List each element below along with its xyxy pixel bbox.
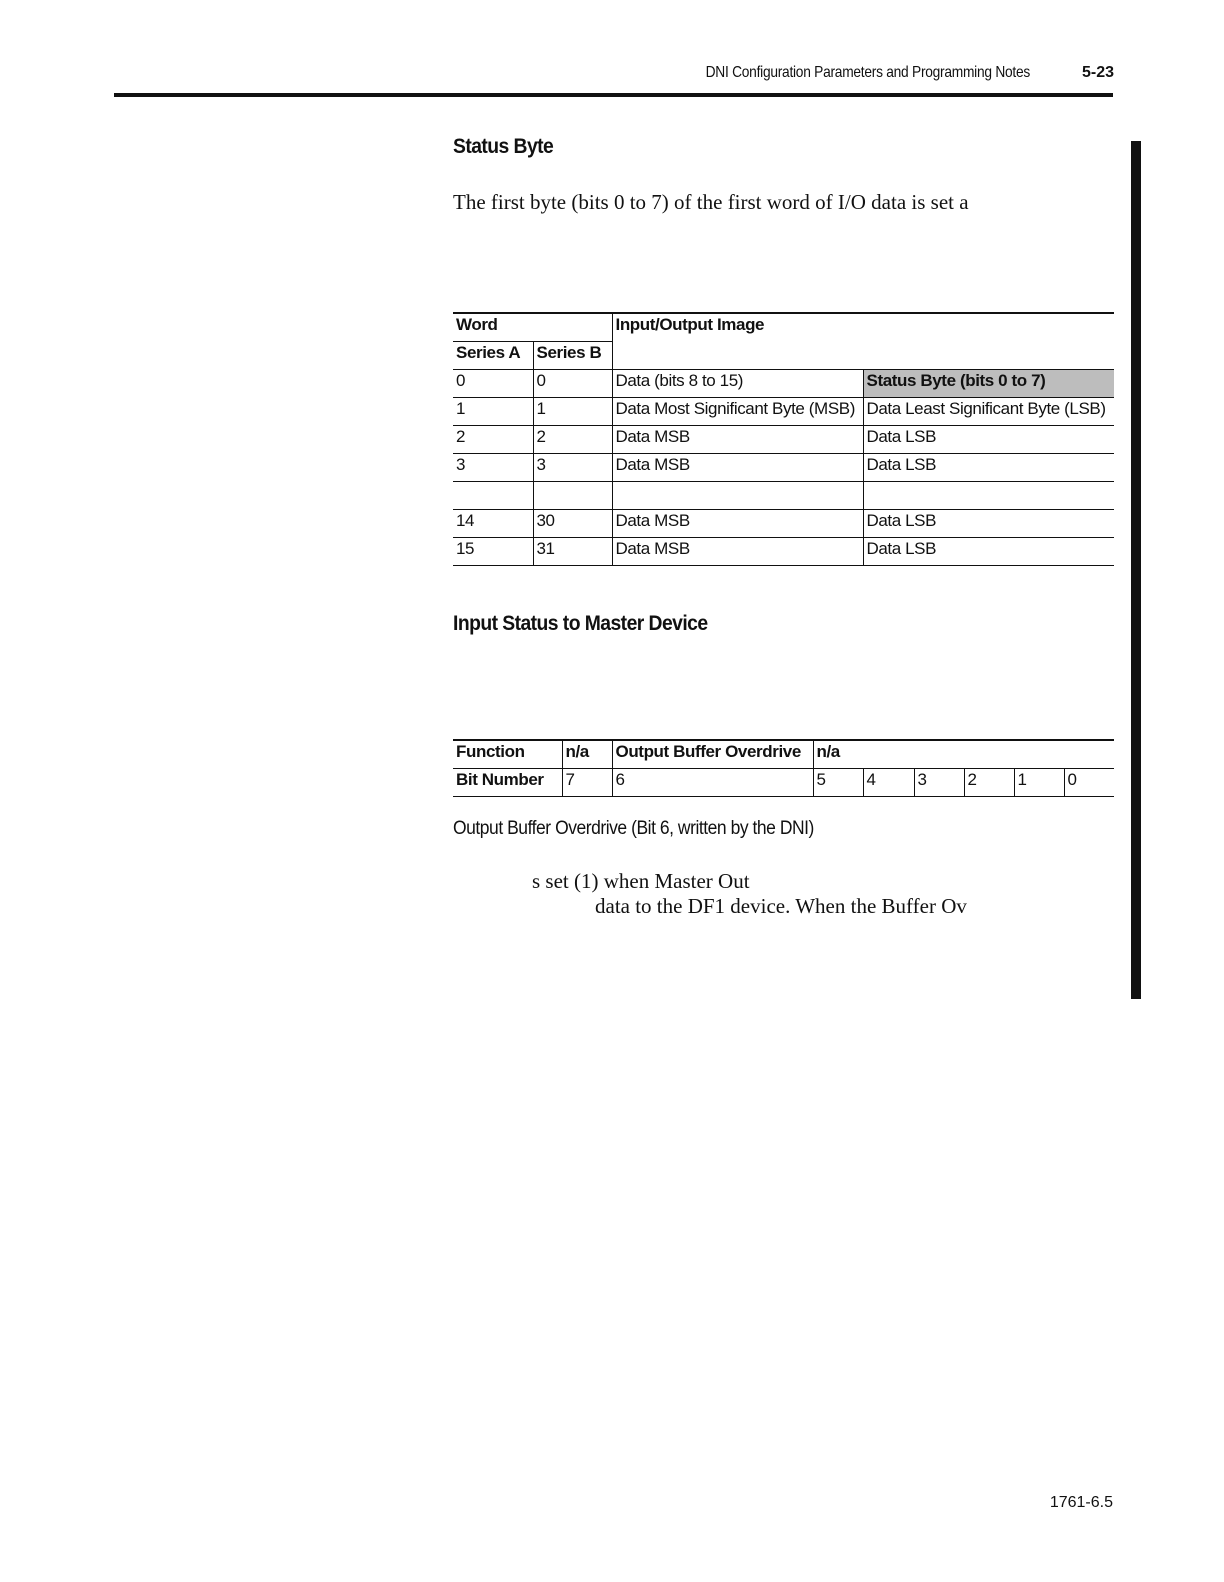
status-byte-paragraph: The first byte (bits 0 to 7) of the first word of I/O data is set a (453, 190, 969, 214)
page-number: 5-23 (1081, 64, 1114, 81)
table-row (453, 482, 1114, 510)
document-number: 1761-6.5 (1049, 1494, 1113, 1511)
section-heading-status-byte: Status Byte (453, 135, 554, 158)
series-b-cell: 0 (533, 370, 612, 398)
bit-cell: 5 (813, 769, 863, 797)
overdrive-caption: Output Buffer Overdrive (Bit 6, written by the DNI) (453, 818, 814, 839)
io-image-header: Input/Output Image (612, 313, 1114, 342)
series-a-cell: 15 (453, 538, 533, 566)
lsb-cell: Data LSB (863, 538, 1114, 566)
bit-number-label: Bit Number (453, 769, 562, 797)
table-row (453, 426, 1114, 454)
series-b-cell: 2 (533, 426, 612, 454)
series-a-cell: 3 (453, 454, 533, 482)
series-b-cell: 31 (533, 538, 612, 566)
lsb-cell (863, 482, 1114, 510)
function-bit7: n/a (562, 740, 612, 769)
series-a-header: Series A (453, 342, 533, 370)
bit-number-row (453, 769, 1114, 797)
lsb-cell: Data LSB (863, 510, 1114, 538)
series-a-cell: 2 (453, 426, 533, 454)
header-rule (114, 93, 1113, 97)
table-row (453, 370, 1114, 398)
lsb-cell: Data LSB (863, 454, 1114, 482)
overdrive-text-line-1: s set (1) when Master Out (532, 869, 750, 893)
bit-cell: 6 (612, 769, 813, 797)
function-bit6: Output Buffer Overdrive (612, 740, 813, 769)
bit-cell: 3 (914, 769, 964, 797)
series-a-cell (453, 482, 533, 510)
bit-cell: 0 (1064, 769, 1114, 797)
series-a-cell: 1 (453, 398, 533, 426)
bit-cell: 4 (863, 769, 914, 797)
lsb-cell: Data Least Significant Byte (LSB) (863, 398, 1114, 426)
lsb-cell: Data LSB (863, 426, 1114, 454)
series-b-cell: 1 (533, 398, 612, 426)
function-label: Function (453, 740, 562, 769)
msb-cell: Data MSB (612, 454, 863, 482)
io-image-header-spacer (612, 342, 1114, 370)
table-row (453, 454, 1114, 482)
status-byte-cell: Status Byte (bits 0 to 7) (863, 370, 1114, 398)
bit-cell: 1 (1014, 769, 1064, 797)
bit-cell: 7 (562, 769, 612, 797)
bit-cell: 2 (964, 769, 1014, 797)
io-image-table (453, 312, 1114, 566)
msb-cell: Data MSB (612, 538, 863, 566)
table-row (453, 538, 1114, 566)
series-a-cell: 14 (453, 510, 533, 538)
series-b-cell: 30 (533, 510, 612, 538)
function-row (453, 740, 1114, 769)
table-row (453, 510, 1114, 538)
msb-cell: Data MSB (612, 510, 863, 538)
msb-cell: Data (bits 8 to 15) (612, 370, 863, 398)
word-header: Word (453, 313, 612, 342)
running-header-title: DNI Configuration Parameters and Programming Notes (705, 64, 1030, 81)
series-a-cell: 0 (453, 370, 533, 398)
msb-cell (612, 482, 863, 510)
overdrive-text-line-2: data to the DF1 device. When the Buffer Ov (595, 894, 967, 918)
section-heading-input-status: Input Status to Master Device (453, 612, 708, 635)
msb-cell: Data MSB (612, 426, 863, 454)
series-b-cell (533, 482, 612, 510)
bit-table (453, 739, 1114, 797)
change-bar (1131, 141, 1141, 999)
msb-cell: Data Most Significant Byte (MSB) (612, 398, 863, 426)
table-row (453, 398, 1114, 426)
series-b-header: Series B (533, 342, 612, 370)
function-bits-5-0: n/a (813, 740, 1114, 769)
series-b-cell: 3 (533, 454, 612, 482)
